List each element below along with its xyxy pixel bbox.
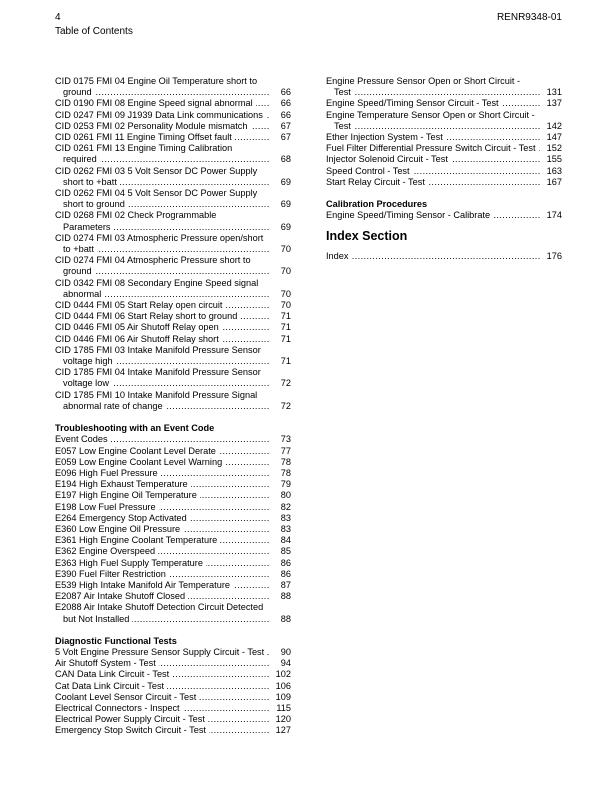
toc-entry-title: E197 High Engine Oil Temperature	[55, 490, 200, 500]
toc-entry[interactable]	[326, 98, 562, 109]
toc-entry-title: E264 Emergency Stop Activated	[55, 513, 190, 523]
toc-entry-page: 167	[546, 176, 562, 187]
toc-entry-page: 163	[546, 165, 562, 176]
toc-entry-title: E059 Low Engine Coolant Level Warning	[55, 457, 225, 467]
toc-entry-page: 106	[275, 680, 291, 691]
toc-entry-title: Engine Speed/Timing Sensor - Calibrate	[326, 210, 493, 220]
toc-entry-page: 82	[280, 501, 291, 512]
toc-entry-page: 69	[280, 176, 291, 187]
toc-entry-page: 86	[280, 557, 291, 568]
toc-entry[interactable]	[55, 658, 291, 669]
toc-entry-title: CID 1785 FMI 10 Intake Manifold Pressure Signal abnormal rate of change	[55, 389, 258, 411]
toc-entry-page: 86	[280, 568, 291, 579]
toc-entry-title: Event Codes	[55, 434, 111, 444]
toc-entry[interactable]	[55, 558, 291, 569]
toc-entry-title: Electrical Connectors - Inspect	[55, 703, 183, 713]
toc-entry-title: E361 High Engine Coolant Temperature	[55, 535, 220, 545]
toc-entry-page: 70	[280, 244, 291, 255]
toc-entry-title: E096 High Fuel Pressure	[55, 468, 161, 478]
toc-entry-title: Injector Solenoid Circuit - Test	[326, 154, 451, 164]
toc-entry-title: CID 0342 FMI 08 Secondary Engine Speed signal abnormal	[55, 277, 259, 299]
toc-entry-title: E362 Engine Overspeed	[55, 546, 158, 556]
toc-entry[interactable]	[55, 434, 291, 445]
toc-entry[interactable]	[55, 546, 291, 557]
toc-entry[interactable]	[55, 513, 291, 524]
toc-entry-page: 77	[280, 445, 291, 456]
toc-entry-title: E2087 Air Intake Shutoff Closed	[55, 591, 188, 601]
running-section-title: Table of Contents	[55, 26, 133, 37]
toc-entry-page: 70	[280, 288, 291, 299]
toc-entry-title: E363 High Fuel Supply Temperature	[55, 558, 206, 568]
toc-entry-title: CID 0261 FMI 13 Engine Timing Calibration required	[55, 143, 233, 165]
toc-entry[interactable]	[55, 669, 291, 680]
toc-entry-page: 120	[275, 714, 291, 725]
toc-right-column	[326, 76, 562, 262]
toc-entry-page: 176	[546, 250, 562, 261]
toc-entry[interactable]	[326, 143, 562, 154]
toc-entry[interactable]	[55, 647, 291, 658]
toc-entry[interactable]	[55, 457, 291, 468]
toc-entry-page: 70	[280, 266, 291, 277]
toc-entry-page: 137	[546, 98, 562, 109]
toc-entry[interactable]	[326, 210, 562, 221]
toc-entry-title: CID 1785 FMI 03 Intake Manifold Pressure Sensor voltage high	[55, 344, 261, 367]
toc-entry[interactable]	[55, 166, 291, 188]
section-heading: Calibration Procedures	[326, 199, 428, 210]
toc-entry-page: 94	[280, 658, 291, 669]
toc-entry-page: 87	[280, 579, 291, 590]
toc-entry-title: CID 0446 FMI 06 Air Shutoff Relay short	[55, 334, 222, 344]
toc-entry-title: E539 High Intake Manifold Air Temperature	[55, 580, 233, 590]
toc-entry[interactable]	[55, 725, 291, 736]
toc-entry-page: 78	[280, 467, 291, 478]
toc-entry[interactable]	[326, 251, 562, 262]
toc-entry[interactable]	[55, 468, 291, 479]
toc-entry-title: CID 0446 FMI 05 Air Shutoff Relay open	[55, 322, 222, 332]
toc-entry-title: E2088 Air Intake Shutoff Detection Circuit Detected but Not Installed	[55, 602, 264, 624]
toc-entry-title: Cat Data Link Circuit - Test	[55, 681, 167, 691]
toc-entry-page: 142	[546, 120, 562, 131]
toc-entry[interactable]	[326, 76, 562, 98]
toc-entry-title: CID 0247 FMI 09 J1939 Data Link communications	[55, 110, 266, 120]
toc-entry-page: 68	[280, 154, 291, 165]
toc-entry-title: Engine Speed/Timing Sensor Circuit - Test	[326, 98, 502, 108]
toc-entry-page: 174	[546, 210, 562, 221]
index-section-heading: Index Section	[326, 229, 408, 244]
toc-entry[interactable]	[326, 132, 562, 143]
toc-entry[interactable]	[55, 143, 291, 165]
toc-entry-title: Engine Temperature Sensor Open or Short Circuit - Test	[326, 109, 535, 131]
toc-entry[interactable]	[55, 703, 291, 714]
toc-entry-title: CID 0268 FMI 02 Check Programmable Parameters	[55, 210, 217, 232]
toc-entry-title: CID 0253 FMI 02 Personality Module mismatch	[55, 121, 251, 131]
toc-entry[interactable]	[55, 210, 291, 232]
toc-entry[interactable]	[55, 278, 291, 300]
toc-entry[interactable]	[55, 569, 291, 580]
toc-entry-title: E360 Low Engine Oil Pressure	[55, 524, 183, 534]
toc-entry-page: 73	[280, 434, 291, 445]
toc-entry-page: 83	[280, 512, 291, 523]
toc-entry-page: 88	[280, 613, 291, 624]
toc-entry-page: 88	[280, 591, 291, 602]
toc-entry[interactable]	[55, 524, 291, 535]
toc-entry-title: CID 0274 FMI 03 Atmospheric Pressure open/short to +batt	[55, 232, 264, 255]
toc-entry-title: CID 0262 FMI 04 5 Volt Sensor DC Power Supply short to ground	[55, 188, 258, 210]
toc-entry-page: 85	[280, 546, 291, 557]
toc-entry-page: 67	[280, 120, 291, 131]
toc-entry[interactable]	[55, 390, 291, 412]
toc-entry[interactable]	[55, 233, 291, 255]
toc-entry[interactable]	[55, 580, 291, 591]
toc-entry[interactable]	[55, 681, 291, 692]
toc-entry-page: 69	[280, 221, 291, 232]
toc-entry-page: 155	[546, 154, 562, 165]
toc-entry[interactable]	[55, 311, 291, 322]
toc-entry-page: 72	[280, 378, 291, 389]
toc-entry-page: 70	[280, 300, 291, 311]
toc-entry[interactable]	[55, 300, 291, 311]
toc-entry-title: 5 Volt Engine Pressure Sensor Supply Circuit - Test	[55, 647, 267, 657]
toc-entry[interactable]	[55, 334, 291, 345]
toc-entry[interactable]	[326, 166, 562, 177]
toc-entry[interactable]	[55, 591, 291, 602]
toc-entry-page: 67	[280, 132, 291, 143]
toc-left-column	[55, 76, 291, 737]
toc-entry-page: 66	[280, 109, 291, 120]
toc-entry-title: Engine Pressure Sensor Open or Short Circuit - Test	[326, 76, 521, 98]
toc-entry-title: CID 0274 FMI 04 Atmospheric Pressure short to ground	[55, 255, 251, 277]
toc-entry-page: 71	[280, 322, 291, 333]
toc-entry-title: Coolant Level Sensor Circuit - Test	[55, 692, 199, 702]
toc-entry-title: Ether Injection System - Test	[326, 132, 446, 142]
toc-entry-page: 79	[280, 479, 291, 490]
toc-entry[interactable]	[55, 132, 291, 143]
toc-entry-title: CID 0190 FMI 08 Engine Speed signal abnormal	[55, 98, 256, 108]
toc-entry-title: E194 High Exhaust Temperature	[55, 479, 191, 489]
toc-entry-page: 102	[275, 669, 291, 680]
toc-entry[interactable]	[55, 345, 291, 367]
toc-entry[interactable]	[326, 154, 562, 165]
toc-entry-page: 115	[276, 702, 291, 713]
toc-entry-page: 72	[280, 400, 291, 411]
toc-entry-title: Fuel Filter Differential Pressure Switch Circuit - Test	[326, 143, 539, 153]
toc-entry[interactable]	[55, 535, 291, 546]
toc-entry-title: CID 0261 FMI 11 Engine Timing Offset fault	[55, 132, 235, 142]
toc-entry-page: 131	[546, 87, 562, 98]
toc-entry-page: 84	[280, 535, 291, 546]
toc-entry-title: Start Relay Circuit - Test	[326, 177, 428, 187]
toc-entry-title: E198 Low Fuel Pressure	[55, 502, 159, 512]
toc-entry-page: 69	[280, 199, 291, 210]
toc-entry-title: CID 0175 FMI 04 Engine Oil Temperature short to ground	[55, 76, 258, 98]
toc-entry[interactable]	[55, 602, 291, 624]
toc-entry-page: 147	[546, 132, 562, 143]
toc-entry-page: 83	[280, 523, 291, 534]
toc-entry[interactable]	[55, 714, 291, 725]
toc-entry-page: 80	[280, 490, 291, 501]
toc-entry-page: 71	[280, 333, 291, 344]
toc-entry[interactable]	[55, 446, 291, 457]
toc-entry-title: CID 0262 FMI 03 5 Volt Sensor DC Power Supply short to +batt	[55, 165, 258, 187]
toc-entry-page: 71	[280, 311, 291, 322]
toc-entry-title: CID 0444 FMI 06 Start Relay short to ground	[55, 311, 240, 321]
toc-entry[interactable]	[326, 110, 562, 132]
toc-entry-page: 78	[280, 456, 291, 467]
toc-entry[interactable]	[55, 188, 291, 210]
toc-entry-title: CID 0444 FMI 05 Start Relay open circuit	[55, 300, 226, 310]
section-heading: Diagnostic Functional Tests	[55, 635, 177, 646]
toc-entry[interactable]	[55, 479, 291, 490]
toc-entry-title: Electrical Power Supply Circuit - Test	[55, 714, 208, 724]
toc-entry-title: Air Shutoff System - Test	[55, 658, 159, 668]
toc-entry-title: E057 Low Engine Coolant Level Derate	[55, 446, 219, 456]
toc-entry-page: 66	[280, 98, 291, 109]
toc-entry[interactable]	[55, 76, 291, 98]
toc-entry[interactable]	[55, 367, 291, 389]
toc-entry-page: 109	[275, 691, 291, 702]
toc-entry-title: Speed Control - Test	[326, 166, 413, 176]
toc-entry-title: Index	[326, 251, 351, 261]
toc-entry-page: 127	[275, 725, 291, 736]
page-number: 4	[55, 12, 61, 23]
toc-entry-page: 66	[280, 87, 291, 98]
toc-entry[interactable]	[326, 177, 562, 188]
toc-entry-page: 90	[280, 646, 291, 657]
toc-entry[interactable]	[55, 692, 291, 703]
toc-entry[interactable]	[55, 255, 291, 277]
toc-entry-page: 71	[280, 356, 291, 367]
toc-entry[interactable]	[55, 502, 291, 513]
document-id: RENR9348-01	[496, 12, 562, 23]
toc-entry-title: CID 1785 FMI 04 Intake Manifold Pressure Sensor voltage low	[55, 367, 261, 389]
toc-entry[interactable]	[55, 110, 291, 121]
toc-entry[interactable]	[55, 322, 291, 333]
toc-entry-title: E390 Fuel Filter Restriction	[55, 569, 169, 579]
section-heading: Troubleshooting with an Event Code	[55, 423, 215, 434]
toc-entry[interactable]	[55, 490, 291, 501]
toc-entry[interactable]	[55, 98, 291, 109]
toc-entry[interactable]	[55, 121, 291, 132]
toc-entry-page: 152	[546, 143, 562, 154]
toc-entry-title: Emergency Stop Switch Circuit - Test	[55, 725, 209, 735]
toc-entry-title: CAN Data Link Circuit - Test	[55, 669, 172, 679]
